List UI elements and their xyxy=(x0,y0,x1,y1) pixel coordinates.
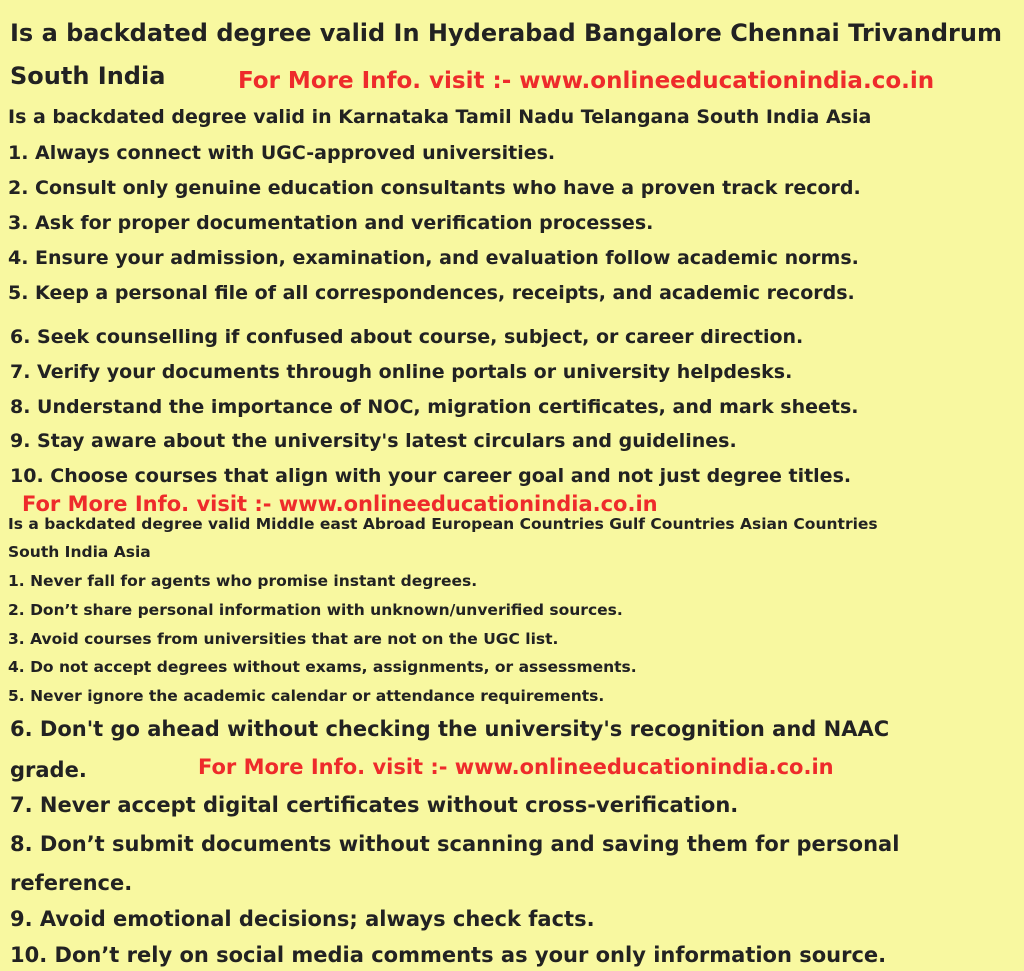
list-item: 2. Consult only genuine education consultants who have a proven track record. xyxy=(8,177,861,199)
list-item: 9. Stay aware about the university's latest circulars and guidelines. xyxy=(10,430,737,452)
list-item: 4. Ensure your admission, examination, and evaluation follow academic norms. xyxy=(8,247,859,269)
list-item: 6. Don't go ahead without checking the university's recognition and NAAC xyxy=(10,717,890,741)
list-item: 8. Don’t submit documents without scanning and saving them for personal xyxy=(10,832,900,856)
list-item: 7. Verify your documents through online portals or university helpdesks. xyxy=(10,361,793,383)
page-title-line-1: Is a backdated degree valid In Hyderabad Bangalore Chennai Trivandrum xyxy=(10,19,1002,47)
section2-heading-line-2: South India Asia xyxy=(8,543,151,561)
list-item: 4. Do not accept degrees without exams, assignments, or assessments. xyxy=(8,658,637,676)
list-item: 10. Don’t rely on social media comments as your only information source. xyxy=(10,943,887,967)
list-item: 5. Never ignore the academic calendar or attendance requirements. xyxy=(8,687,605,705)
section1-heading: Is a backdated degree valid in Karnataka Tamil Nadu Telangana South India Asia xyxy=(8,106,872,128)
list-item: 9. Avoid emotional decisions; always check facts. xyxy=(10,907,595,931)
list-item: 1. Always connect with UGC-approved universities. xyxy=(8,142,556,164)
list-item-continuation: grade. xyxy=(10,758,87,782)
promo-link-top: For More Info. visit :- www.onlineeducationindia.co.in xyxy=(238,68,935,94)
list-item-continuation: reference. xyxy=(10,871,133,895)
list-item: 2. Don’t share personal information with unknown/unverified sources. xyxy=(8,601,623,619)
promo-link-middle: For More Info. visit :- www.onlineeducationindia.co.in xyxy=(22,492,658,516)
list-item: 8. Understand the importance of NOC, migration certificates, and mark sheets. xyxy=(10,396,859,418)
list-item: 10. Choose courses that align with your career goal and not just degree titles. xyxy=(10,465,852,487)
list-item: 5. Keep a personal file of all correspondences, receipts, and academic records. xyxy=(8,282,855,304)
section2-heading-line-1: Is a backdated degree valid Middle east Abroad European Countries Gulf Countries Asian Countries xyxy=(8,515,878,533)
list-item: 6. Seek counselling if confused about course, subject, or career direction. xyxy=(10,326,804,348)
page-title-line-2: South India xyxy=(10,62,166,90)
list-item: 7. Never accept digital certificates without cross-verification. xyxy=(10,793,739,817)
list-item: 3. Ask for proper documentation and verification processes. xyxy=(8,212,654,234)
list-item: 3. Avoid courses from universities that are not on the UGC list. xyxy=(8,630,559,648)
list-item: 1. Never fall for agents who promise instant degrees. xyxy=(8,572,478,590)
promo-link-bottom: For More Info. visit :- www.onlineeducationindia.co.in xyxy=(198,755,834,779)
